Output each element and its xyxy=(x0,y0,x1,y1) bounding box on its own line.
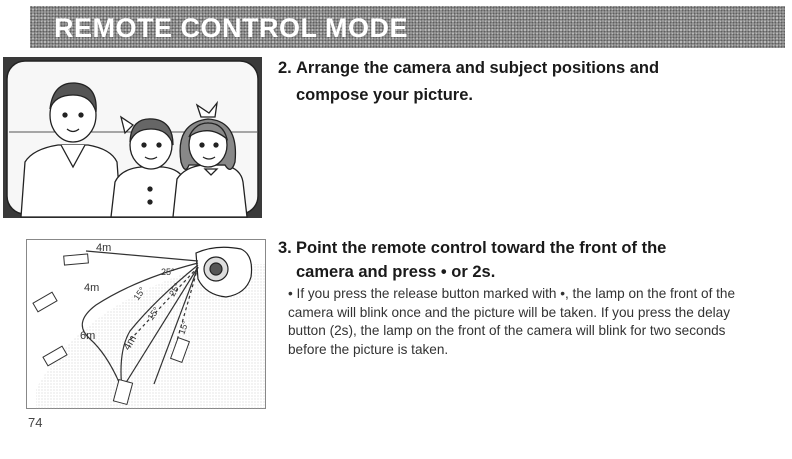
label-15-b: 15° xyxy=(145,305,162,323)
page-number: 74 xyxy=(28,415,43,430)
step-2-instruction xyxy=(278,55,758,109)
remote-range-diagram xyxy=(26,239,266,409)
section-title: REMOTE CONTROL MODE xyxy=(54,13,409,43)
label-25-mid: 25° xyxy=(167,281,183,298)
step-3-line-2: camera and press • or 2s. xyxy=(296,263,496,281)
step-3-number: 3. xyxy=(278,239,292,257)
step-3-bullet-note: • If you press the release button marked with •, the lamp on the front of the camera will blink once and the picture will be taken. If you press the delay button (2s), the lamp on the front of the camera will blink for two seconds before the picture is taken. xyxy=(288,286,736,357)
label-4m-bottom: 4m xyxy=(121,333,140,353)
step-2-line-2: compose your picture. xyxy=(296,86,473,104)
section-header-banner xyxy=(30,6,785,48)
step-2-line-1: Arrange the camera and subject positions and xyxy=(296,59,660,77)
step-2-number: 2. xyxy=(278,59,292,77)
label-4m-left: 4m xyxy=(84,282,100,294)
label-4m-top: 4m xyxy=(96,242,112,254)
label-6m: 6m xyxy=(80,330,96,342)
label-15-a: 15° xyxy=(131,285,148,303)
label-15-c: 15° xyxy=(176,319,191,336)
step-3-instruction xyxy=(278,236,768,284)
label-25-top: 25° xyxy=(161,267,175,277)
viewfinder-people-illustration xyxy=(3,57,262,218)
step-3-line-1: Point the remote control toward the front of the xyxy=(296,239,667,257)
